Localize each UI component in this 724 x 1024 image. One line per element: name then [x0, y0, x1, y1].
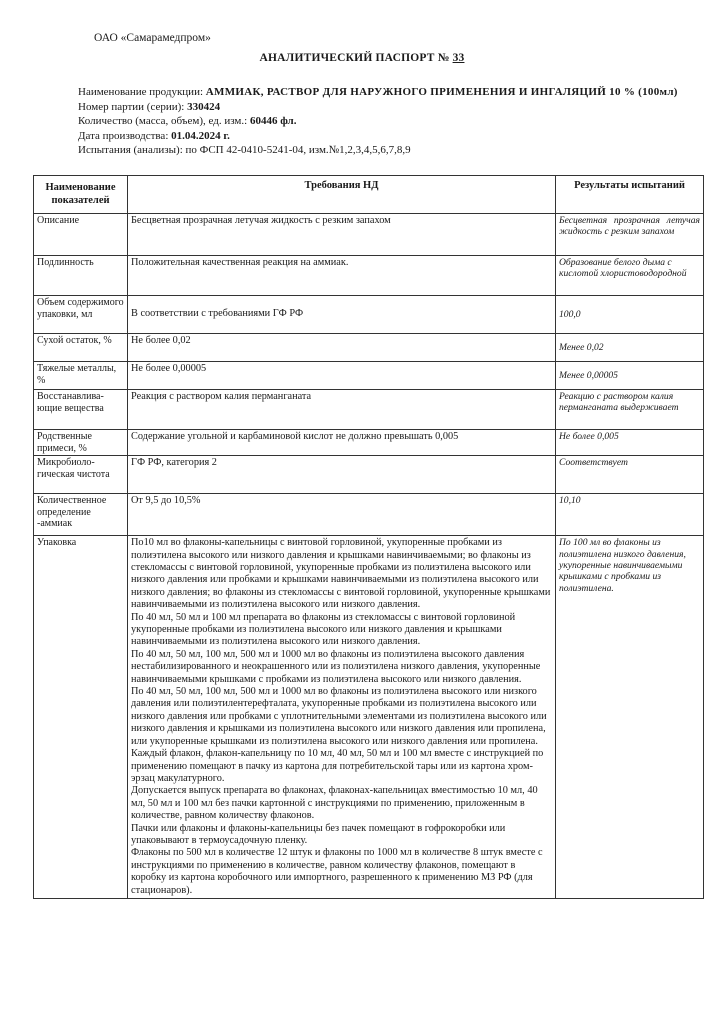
- table-row: [34, 390, 704, 430]
- packaging-paragraph: По10 мл во флаконы-капельницы с винтовой горловиной, укупоренные пробками из полиэтилена высокого или низкого давления и крышками навинчиваемыми; во флаконы из стекломассы с винтовой горловиной, укупоренные пробками из полиэтилена высокого или низкого давления или пробками и крышками навинчиваемыми из полиэтилена высокого или низкого давления; во флаконы из стекломассы с винтовой горловиной, укупоренные крышками навинчиваемыми из полиэтилена высокого или низкого давления.: [131, 537, 551, 611]
- meta-date-label: Дата производства:: [78, 129, 169, 142]
- row-name: Количественное определение -аммиак: [34, 494, 128, 536]
- row-requirement: От 9,5 до 10,5%: [128, 494, 556, 536]
- packaging-paragraph: По 40 мл, 50 мл, 100 мл, 500 мл и 1000 мл во флаконы из полиэтилена высокого давления нестабилизированного и неокрашенного или из полиэтилена низкого давления, укупоренные навинчиваемыми крышками с пробками из полиэтилена высокого или низкого давления.: [131, 648, 541, 685]
- meta-product-value: АММИАК, РАСТВОР ДЛЯ НАРУЖНОГО ПРИМЕНЕНИЯ И ИНГАЛЯЦИЙ 10 % (100мл): [205, 86, 678, 98]
- meta-quantity: [78, 114, 688, 129]
- row-result: Реакцию с раствором калия перманганата выдерживает: [556, 390, 704, 430]
- table-row: [34, 256, 704, 296]
- row-requirement: ГФ РФ, категория 2: [128, 456, 556, 494]
- row-requirement: Не более 0,00005: [128, 362, 556, 390]
- table-row: [34, 334, 704, 362]
- document-title: [0, 52, 724, 64]
- header-requirements: Требования НД: [128, 176, 556, 214]
- row-result: Не более 0,005: [556, 430, 704, 456]
- packaging-paragraph: Пачки или флаконы и флаконы-капельницы без пачек помещают в гофрокоробки или упаковывают в термоусадочную пленку.: [131, 822, 506, 846]
- row-result: Соответствует: [556, 456, 704, 494]
- product-meta: [78, 85, 688, 158]
- packaging-paragraph: По 40 мл, 50 мл, 100 мл, 500 мл и 1000 мл во флаконы из полиэтилена высокого или низкого давления или полиэтилентерефталата, укупоренные пробками из полиэтилена высокого или низкого давления или пробками с уплотнительными элементами из полиэтилена высокого или низкого давления и крышками из полиэтилена высокого или низкого давления или пропилена, или укупоренные крышками из полиэтилена высокого или низкого давления или пропилена.: [131, 686, 547, 747]
- packaging-paragraph: Каждый флакон, флакон-капельницу по 10 мл, 40 мл, 50 мл и 100 мл вместе с инструкцией по применению помещают в пачку из картона для потребительской тары или из картона хром-эрзац макулатурного.: [131, 748, 544, 784]
- row-result: 10,10: [556, 494, 704, 536]
- table-row-packaging: [34, 536, 704, 899]
- row-result: Менее 0,00005: [556, 362, 704, 390]
- row-result: 100,0: [556, 296, 704, 334]
- table-row: [34, 362, 704, 390]
- meta-batch-label: Номер партии (серии):: [78, 100, 185, 113]
- row-result: Образование белого дыма с кислотой хлористоводородной: [556, 256, 704, 296]
- meta-quantity-label: Количество (масса, объем), ед. изм.:: [78, 115, 248, 128]
- meta-product: [78, 85, 688, 100]
- packaging-paragraph: Флаконы по 500 мл в количестве 12 штук и флаконы по 1000 мл в количестве 8 штук вместе с инструкциями по применению в количестве, равном количеству флаконов, помещают в коробку из картона коробочного или импортного, разрешенного к применению МЗ РФ (для стационаров).: [131, 847, 543, 896]
- row-name: Подлинность: [34, 256, 128, 296]
- table-row: [34, 296, 704, 334]
- row-name: Родственные примеси, %: [34, 430, 128, 456]
- table-header-row: [34, 176, 704, 214]
- packaging-paragraph: По 40 мл, 50 мл и 100 мл препарата во флаконы из стекломассы с винтовой горловиной укупоренные пробками из полиэтилена высокого или низкого давления и крышками навинчиваемыми из полиэтилена высокого или низкого давления.: [131, 611, 516, 648]
- title-prefix: АНАЛИТИЧЕСКИЙ ПАСПОРТ №: [259, 52, 450, 64]
- packaging-paragraph: Допускается выпуск препарата во флаконах, флаконах-капельницах вместимостью 10 мл, 40 мл, 50 мл и 100 мл без пачки картонной с инструкциями по применению, приложенным в количестве, равном количеству флаконов.: [131, 785, 538, 822]
- row-requirement: Содержание угольной и карбаминовой кислот не должно превышать 0,005: [128, 430, 556, 456]
- row-requirement: Бесцветная прозрачная летучая жидкость с резким запахом: [128, 214, 556, 256]
- specification-table: [33, 175, 704, 899]
- row-name: Тяжелые металлы, %: [34, 362, 128, 390]
- row-requirement: В соответствии с требованиями ГФ РФ: [128, 296, 556, 334]
- row-requirement: Положительная качественная реакция на аммиак.: [128, 256, 556, 296]
- row-requirement: Реакция с раствором калия перманганата: [128, 390, 556, 430]
- header-name: Наименование показателей: [34, 176, 128, 214]
- packaging-requirement: [128, 536, 556, 899]
- row-name: Восстанавлива-ющие вещества: [34, 390, 128, 430]
- meta-product-label: Наименование продукции:: [78, 86, 204, 98]
- table-row: [34, 214, 704, 256]
- meta-date: [78, 129, 688, 144]
- table-row: [34, 494, 704, 536]
- row-name: Упаковка: [34, 536, 128, 899]
- meta-batch-value: 330424: [187, 100, 221, 113]
- row-result: Бесцветная прозрачная летучая жидкость с резким запахом: [556, 214, 704, 256]
- row-name: Сухой остаток, %: [34, 334, 128, 362]
- table-row: [34, 456, 704, 494]
- meta-quantity-value: 60446 фл.: [249, 115, 297, 128]
- meta-tests-label: Испытания (анализы):: [78, 144, 183, 157]
- row-name: Описание: [34, 214, 128, 256]
- title-number: 33: [452, 52, 465, 64]
- table-row: [34, 430, 704, 456]
- meta-batch: [78, 100, 688, 115]
- meta-tests-value: по ФСП 42-0410-5241-04, изм.№1,2,3,4,5,6,7,8,9: [185, 144, 411, 157]
- header-results: Результаты испытаний: [556, 176, 704, 214]
- organization-name: ОАО «Самарамедпром»: [94, 32, 211, 44]
- row-requirement: Не более 0,02: [128, 334, 556, 362]
- meta-tests: [78, 143, 688, 158]
- row-result: Менее 0,02: [556, 334, 704, 362]
- meta-date-value: 01.04.2024 г.: [171, 129, 230, 142]
- row-name: Объем содержимого упаковки, мл: [34, 296, 128, 334]
- packaging-result: По 100 мл во флаконы из полиэтилена низкого давления, укупоренные навинчиваемыми крышками с пробками из полиэтилена.: [556, 536, 704, 899]
- row-name: Микробиоло-гическая чистота: [34, 456, 128, 494]
